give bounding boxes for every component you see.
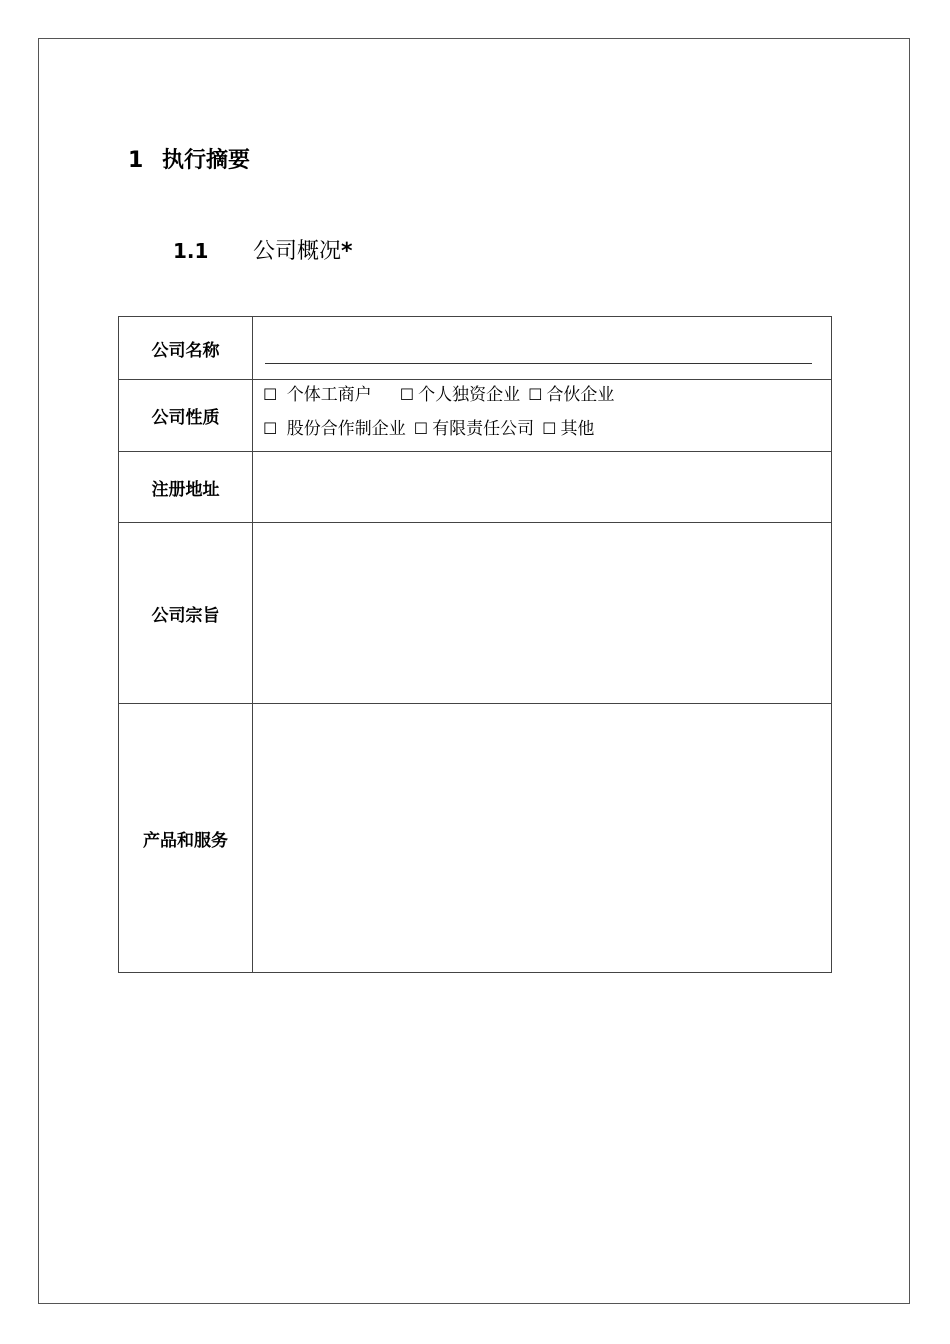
checkbox-icon[interactable]: ☐ (263, 419, 278, 438)
checkbox-icon[interactable]: ☐ (413, 419, 429, 438)
company-purpose-field[interactable] (253, 523, 832, 704)
option-label: 有限责任公司 (432, 419, 535, 439)
checkbox-icon[interactable]: ☐ (399, 385, 415, 404)
section-number: 1 (128, 148, 144, 173)
company-name-cell[interactable] (253, 317, 832, 380)
subsection-number: 1.1 (173, 239, 209, 263)
company-name-field[interactable] (265, 317, 812, 364)
company-type-options (253, 380, 832, 452)
checkbox-icon[interactable]: ☐ (528, 385, 543, 404)
company-purpose-label: 公司宗旨 (119, 523, 253, 704)
company-overview-table (118, 316, 832, 973)
company-type-label: 公司性质 (119, 380, 253, 452)
checkbox-icon[interactable]: ☐ (263, 385, 278, 404)
checkbox-icon[interactable]: ☐ (542, 419, 557, 438)
option-label: 其他 (560, 419, 595, 439)
option-label: 合伙企业 (546, 385, 615, 405)
company-name-label: 公司名称 (119, 317, 253, 380)
option-label: 个人独资企业 (418, 385, 521, 405)
option-individual-enterprise[interactable] (400, 380, 520, 410)
table-row (119, 380, 832, 452)
option-limited-liability[interactable] (414, 414, 534, 444)
table-row (119, 523, 832, 704)
section-heading (128, 143, 250, 174)
subsection-heading (173, 234, 353, 265)
option-joint-stock-cooperative[interactable] (263, 414, 406, 444)
subsection-title: 公司概况 (253, 239, 342, 264)
option-partnership[interactable] (528, 380, 614, 410)
required-mark: * (341, 239, 353, 264)
section-title: 执行摘要 (162, 148, 251, 173)
option-label: 股份合作制企业 (286, 419, 406, 439)
company-type-options-row2 (253, 414, 831, 448)
option-label: 个体工商户 (286, 385, 372, 405)
table-row (119, 704, 832, 973)
products-services-label: 产品和服务 (119, 704, 253, 973)
registered-address-field[interactable] (253, 452, 832, 523)
table-row (119, 452, 832, 523)
table-row (119, 317, 832, 380)
option-sole-proprietor[interactable] (263, 380, 372, 410)
registered-address-label: 注册地址 (119, 452, 253, 523)
company-type-options-row1 (253, 380, 831, 414)
option-other[interactable] (542, 414, 594, 444)
products-services-field[interactable] (253, 704, 832, 973)
